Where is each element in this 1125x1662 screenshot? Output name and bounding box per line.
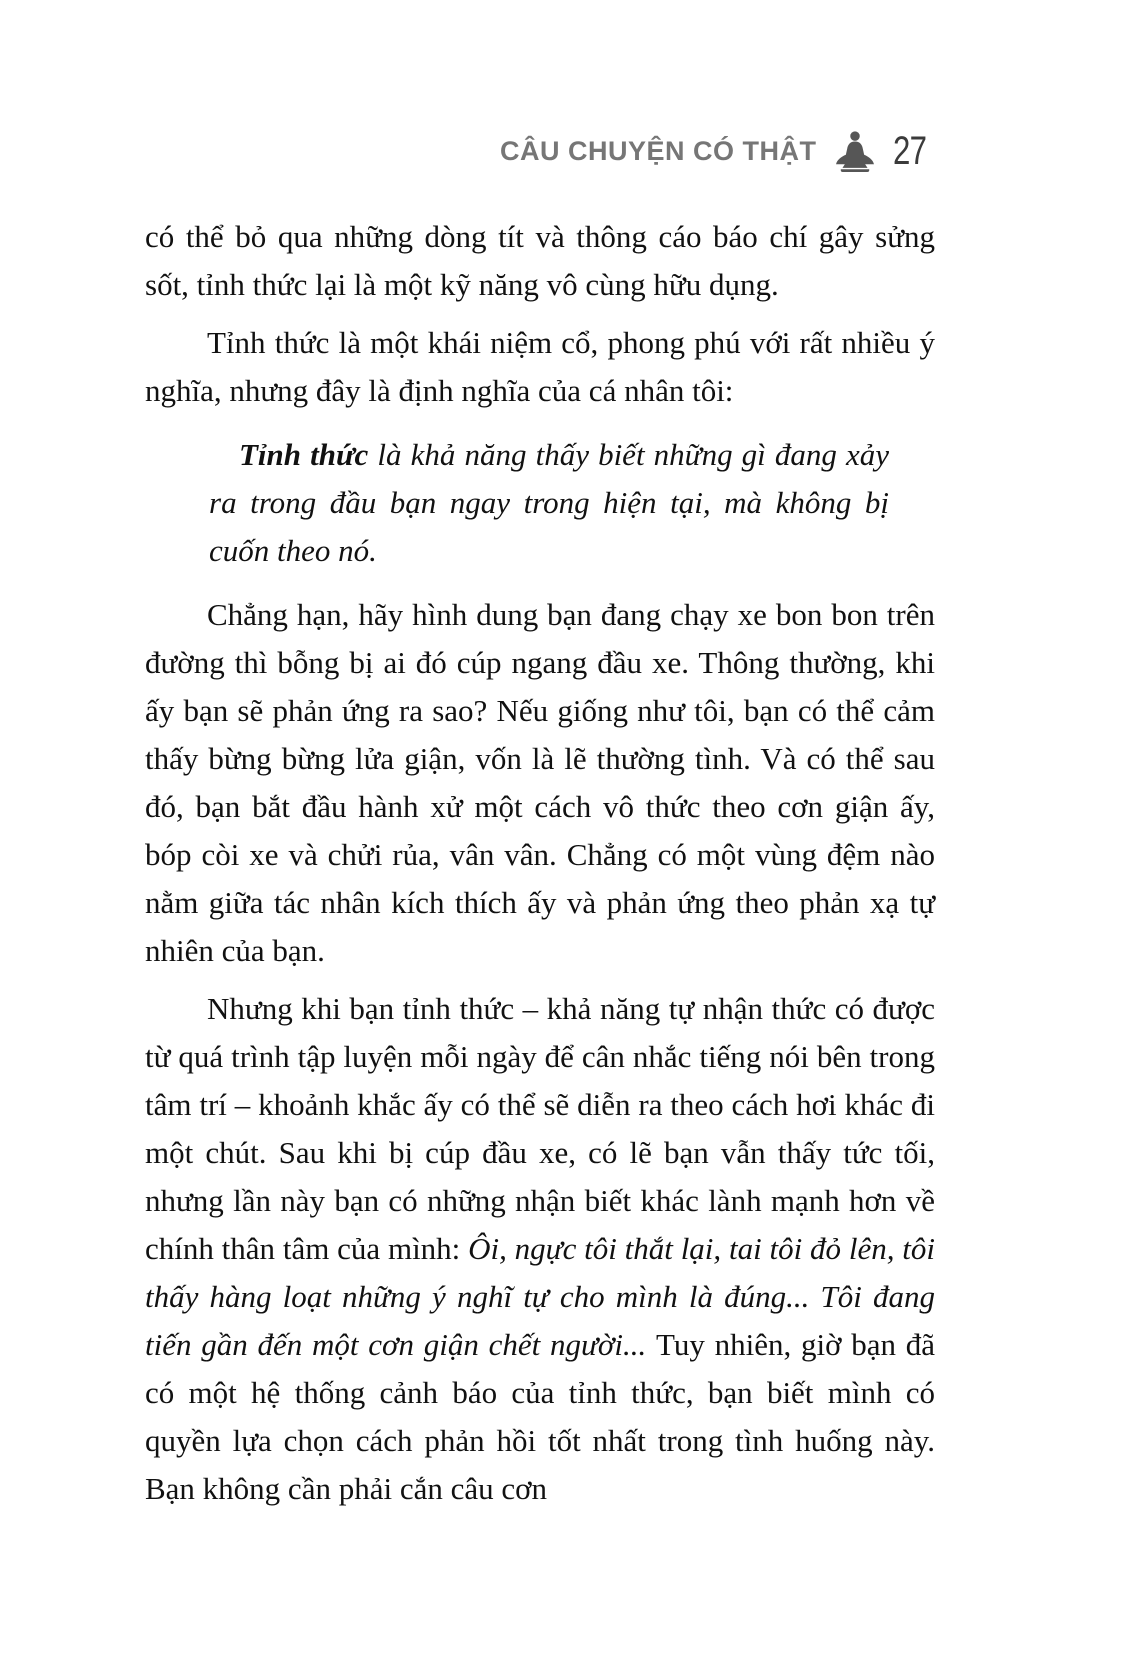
paragraph: [145, 985, 935, 1513]
meditation-icon: [833, 130, 877, 172]
paragraph: có thể bỏ qua những dòng tít và thông cáo báo chí gây sửng sốt, tỉnh thức lại là một kỹ năng vô cùng hữu dụng.: [145, 219, 935, 302]
page-text-block: [145, 213, 935, 1523]
paragraph: Chẳng hạn, hãy hình dung bạn đang chạy xe bon bon trên đường thì bỗng bị ai đó cúp ngang đầu xe. Thông thường, khi ấy bạn sẽ phản ứng ra sao? Nếu giống như tôi, bạn có thể cảm thấy bừng bừng lửa giận, vốn là lẽ thường tình. Và có thể sau đó, bạn bắt đầu hành xử một cách vô thức theo cơn giận ấy, bóp còi xe và chửi rủa, vân vân. Chẳng có một vùng đệm nào nằm giữa tác nhân kích thích ấy và phản ứng theo phản xạ tự nhiên của bạn.: [145, 597, 935, 968]
definition-block: Tỉnh thức là khả năng thấy biết những gì đang xảy ra trong đầu bạn ngay trong hiện tại, mà không bị cuốn theo nó.: [209, 437, 889, 568]
body-text: Nhưng khi bạn tỉnh thức – khả năng tự nhận thức có được từ quá trình tập luyện mỗi ngày để cân nhắc tiếng nói bên trong tâm trí – khoảnh khắc ấy có thể sẽ diễn ra theo cách hơi khác đi một chút. Sau khi bị cúp đầu xe, có lẽ bạn vẫn thấy tức tối, nhưng lần này bạn có những nhận biết khác lành mạnh hơn về chính thân tâm của mình:: [145, 991, 935, 1266]
inner-voice-italic-text: Ôi, ngực tôi thắt lại, tai tôi đỏ lên, tôi thấy hàng loạt những ý nghĩ tự cho mình là đúng... Tôi đang tiến gần đến một cơn giận chết người...: [145, 1231, 935, 1362]
body-text: Tuy nhiên, giờ bạn đã có một hệ thống cảnh báo của tỉnh thức, bạn biết mình có quyền lựa chọn cách phản hồi tốt nhất trong tình huống này. Bạn không cần phải cắn câu cơn: [145, 1327, 936, 1506]
page-number: 27: [892, 129, 926, 173]
chapter-title: CÂU CHUYỆN CÓ THẬT: [500, 135, 817, 166]
definition-lead: Tỉnh thức: [239, 437, 369, 472]
paragraph: Tỉnh thức là một khái niệm cổ, phong phú với rất nhiều ý nghĩa, nhưng đây là định nghĩa của cá nhân tôi:: [145, 325, 935, 408]
running-header: [145, 130, 935, 172]
